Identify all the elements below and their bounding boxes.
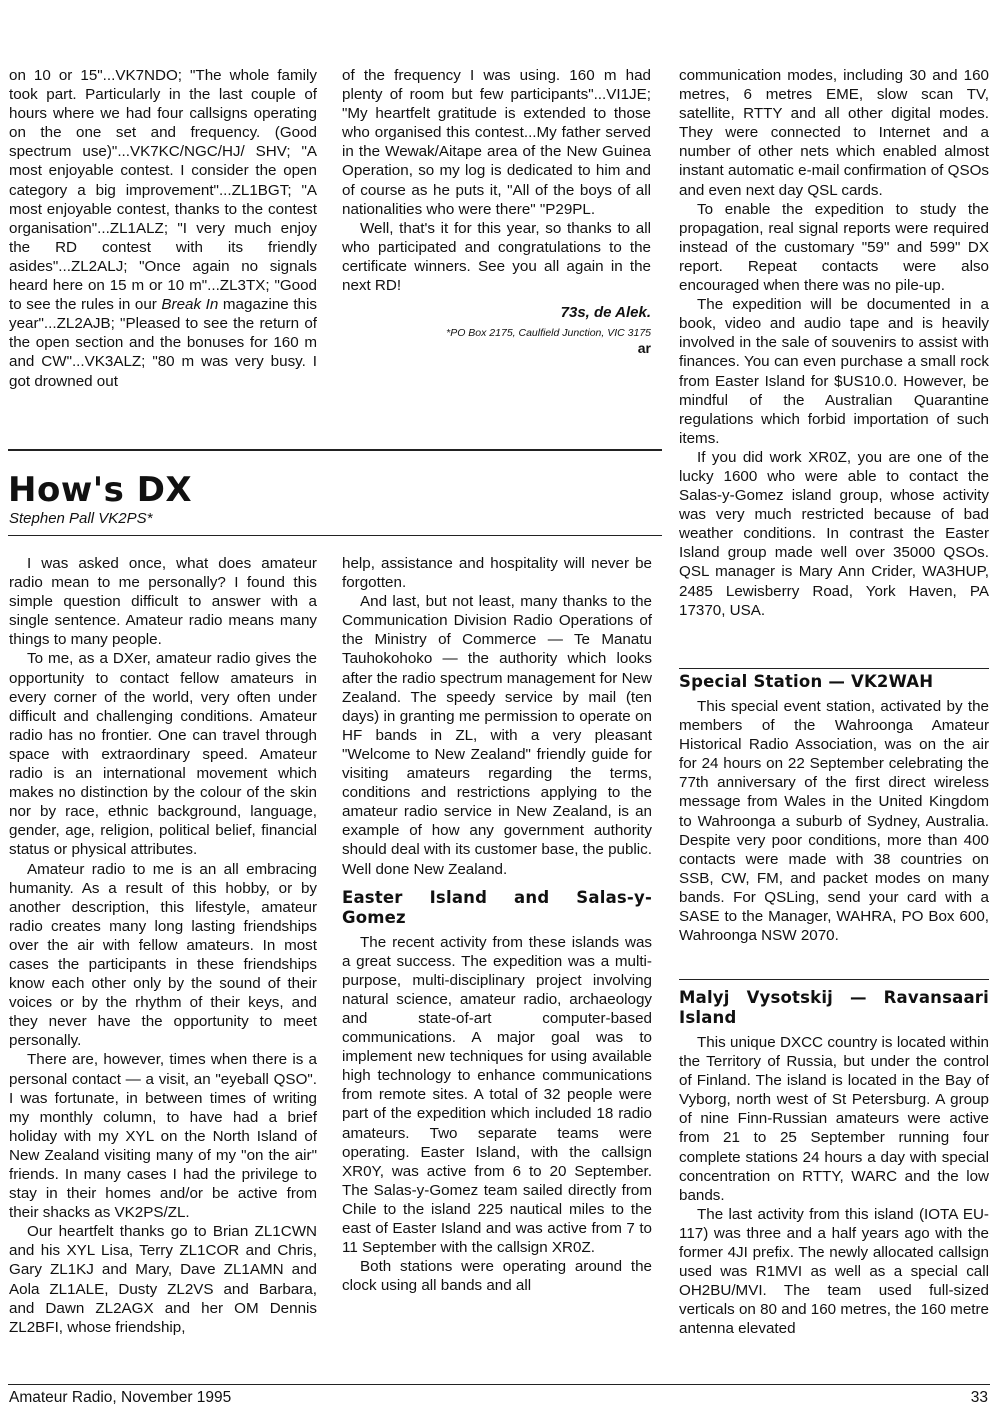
- malyj-para-2: The last activity from this island (IOTA EU-117) was three and a half years ago with the former 4JI prefix. The newly allocated callsign used was R1MVI as well as a special call OH2BU/MVI. The team used full-sized verticals on 80 and 160 metres, the 160 metre antenna elevated: [679, 1205, 989, 1338]
- malyj-vysotskij-heading: Malyj Vysotskij — Ravansaari Island: [679, 988, 989, 1027]
- break-in-title: Break In: [161, 296, 219, 314]
- easter-para-6: If you did work XR0Z, you are one of the lucky 1600 who were able to contact the Salas-y-Gomez island group, whose activity was very much restricted because of bad weather conditions. In contrast the Easter Island group made well over 35000 QSOs. QSL manager is Mary Ann Crider, WA3HUP, 2485 Lewisberry Road, York Haven, PA 17370, USA.: [679, 448, 989, 619]
- special-station-section: [679, 672, 989, 945]
- prev-col2-para-2: Well, that's it for this year, so thanks to all who participated and congratulations to the certificate winners. See you all again in the next RD!: [342, 219, 651, 295]
- easter-para-2: Both stations were operating around the clock using all bands and all: [342, 1258, 652, 1295]
- prev-col2-para-1: of the frequency I was using. 160 m had plenty of room but few participants"...VI1JE; "My heartfelt gratitude is extended to those who organised this contest...My father served in the Wewak/Aitape area of the New Guinea Operation, so my log is dedicated to him and of course as he puts it, "All of the boys of all nationalities who were there" "P29PL.: [342, 67, 651, 218]
- easter-para-3: communication modes, including 30 and 160 metres, 6 metres EME, slow scan TV, satellite, RTTY and all other digital modes. They were connected to Internet and a number of other nets which enabled almost instant automatic e-mail confirmation of QSOs and even next day QSL cards.: [679, 67, 989, 199]
- malyj-section: [679, 988, 989, 1339]
- easter-para-1: The recent activity from these islands was a great success. The expedition was a multi-purpose, multi-disciplinary project involving natural science, amateur radio, archaeology and state-of-art computer-based communications. A major goal was to implement new techniques for using available high technology to enhance communications from remote sites. A total of 32 people were part of the expedition which included 18 radio amateurs. Two separate teams were operating. Easter Island, with the callsign XR0Y, was active from 6 to 20 September. The Salas-y-Gomez team sailed directly from Chile to the island 225 nautical miles to the east of Easter Island and was active from 7 to 11 September with the callsign XR0Z.: [342, 933, 652, 1257]
- prev-article-col2: [342, 66, 651, 356]
- footer-rule: [8, 1384, 990, 1385]
- article-byline: Stephen Pall VK2PS*: [9, 510, 153, 527]
- article-col1: [9, 554, 317, 1337]
- easter-island-heading: Easter Island and Salas-y-Gomez: [342, 887, 652, 927]
- special-station-para: This special event station, activated by the members of the Wahroonga Amateur Historical Radio Association, was on the air for 24 hours on 22 September celebrating the 77th anniversary of the first direct wireless message from Wales in the United Kingdom to Wahroonga a suburb of Sydney, Australia. Despite very poor conditions, more than 400 contacts were made with 38 countries on SSB, CW, FM, and packet modes on many bands. For QSLing, send your card with a SASE to the Manager, WAHRA, PO Box 600, Wahroonga NSW 2070.: [679, 698, 989, 945]
- article-para-2: To me, as a DXer, amateur radio gives the opportunity to contact fellow amateurs in every corner of the world, very often under difficult and challenging conditions. Amateur radio has no frontier. One can travel through space with extraordinary speed. Amateur radio is an international movement which makes no distinction by the colour of the skin nor by race, ethnic background, language, gender, age, religion, political belief, financial status or physical attributes.: [9, 650, 317, 859]
- article-para-7: And last, but not least, many thanks to the Communication Division Radio Operations of the Ministry of Commerce — Te Manatu Tauhokohoko — the authority which looks after the radio spectrum management for New Zealand. The speedy service by mail (ten days) in granting me permission to operate on HF bands in ZL, with a very pleasant "Welcome to New Zealand" friendly guide for visiting amateurs regarding the terms, conditions and restrictions applying to the amateur radio service in New Zealand, is an example of how any government authority should deal with its customer base, the public. Well done New Zealand.: [342, 593, 652, 878]
- article-col2: [342, 554, 652, 1295]
- footer-publication: Amateur Radio, November 1995: [9, 1389, 232, 1406]
- article-para-6: help, assistance and hospitality will never be forgotten.: [342, 555, 652, 592]
- author-address: *PO Box 2175, Caulfield Junction, VIC 3175: [446, 327, 651, 340]
- footer-page-number: 33: [970, 1389, 988, 1406]
- end-mark: ar: [637, 340, 651, 357]
- article-title: How's DX: [8, 470, 193, 510]
- prev-col1-text-a: on 10 or 15"...VK7NDO; "The whole family took part. Particularly in the last couple of hours where we had four callsigns operating on the one set and frequency. (Good spectrum use)"...VK7KC/NGC/HJ/ SHV; "A most enjoyable contest. I consider the open category a big improvement"...ZL1BGT; "A most enjoyable contest, thanks to the contest organisation"...ZL1ALZ; "I very much enjoy the RD contest with its friendly asides"...ZL2ALJ; "Once again no signals heard here on 15 m or 10 m"...ZL3TX; "Good to see the rules in our: [9, 67, 317, 314]
- sidebar-divider-rule-1: [679, 668, 989, 669]
- easter-para-5: The expedition will be documented in a book, video and audio tape and is heavily involved in the sale of souvenirs to assist with finances. You can even purchase a small rock from Easter Island for $US10.0. However, be mindful of the Australian Quarantine regulations which forbid importation of such items.: [679, 296, 989, 447]
- article-para-5: Our heartfelt thanks go to Brian ZL1CWN and his XYL Lisa, Terry ZL1COR and Chris, Gary ZL1KJ and Mary, Dave ZL1AMN and Aola ZL1ALE, Dusty ZL2VS and Barbara, and Dawn ZL2AGX and her OM Dennis ZL2BFI, whose friendship,: [9, 1223, 317, 1336]
- malyj-para-1: This unique DXCC country is located within the Territory of Russia, but under the control of Finland. The island is located in the Bay of Vyborg, north west of St Petersburg. A group of nine Finn-Russian amateurs were active from 21 to 25 September running four complete stations 24 hours a day with special concentration on RTTY, WARC and the low bands.: [679, 1034, 989, 1204]
- article-para-1: I was asked once, what does amateur radio mean to me personally? I found this simple question difficult to answer with a single sentence. Amateur radio means many things to many people.: [9, 555, 317, 649]
- prev-col1-text-b: magazine this year"...ZL2AJB; "Pleased to see the return of the open section and the bonuses for 160 m and CW"...VK3ALZ; "80 m was very busy. I got drowned out: [9, 296, 317, 390]
- special-station-heading: Special Station — VK2WAH: [679, 672, 934, 691]
- easter-para-4: To enable the expedition to study the propagation, real signal reports were required instead of the customary "59" and 599" DX report. Repeat contacts were also encouraged when there was no pile-up.: [679, 200, 989, 295]
- article-col3: [679, 66, 989, 620]
- article-para-4: There are, however, times when there is a personal contact — a visit, an "eyeball QSO". I was fortunate, in between times of writing my monthly column, to have had a brief holiday with my XYL on the North Island of New Zealand visiting many of my "on the air" friends. In many cases I had the privilege to stay in their homes and/or be active from their shacks as VK2PS/ZL.: [9, 1051, 317, 1222]
- byline-rule: [8, 535, 662, 536]
- section-divider-rule: [8, 449, 662, 451]
- signoff: 73s, de Alek.: [560, 304, 651, 322]
- prev-article-col1: [9, 66, 317, 391]
- sidebar-divider-rule-2: [679, 979, 989, 980]
- article-para-3: Amateur radio to me is an all embracing humanity. As a result of this hobby, or by another description, this lifestyle, amateur radio creates many long lasting friendships over the air with fellow amateurs. In most cases the participants in these friendships know each other only by the sound of their voices or by the rhythm of their keys, and they never have the opportunity to meet personally.: [9, 860, 317, 1050]
